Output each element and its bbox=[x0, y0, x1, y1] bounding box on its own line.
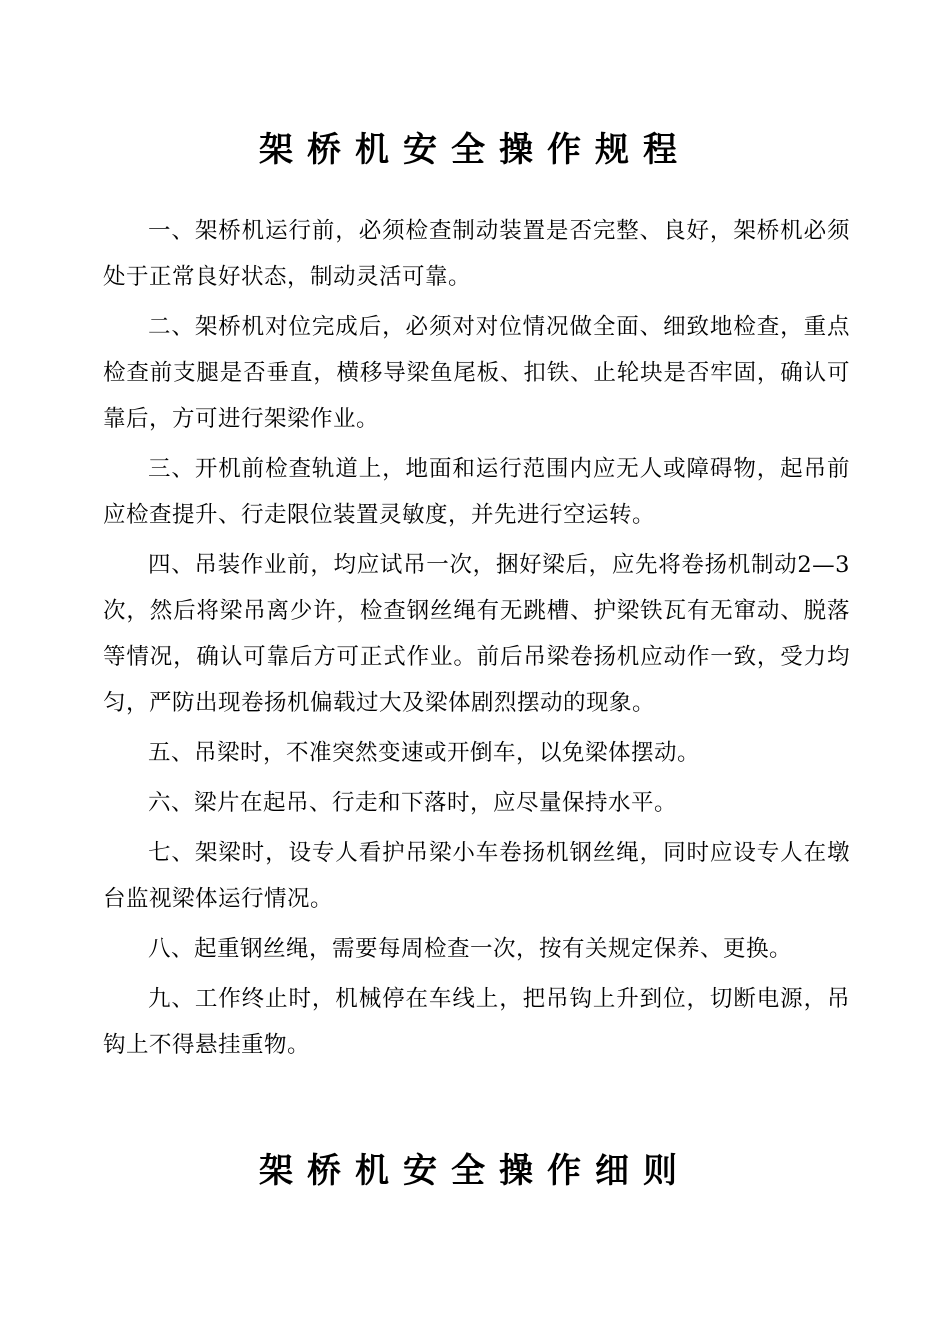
paragraph-9: 九、工作终止时，机械停在车线上，把吊钩上升到位，切断电源，吊钩上不得悬挂重物。 bbox=[103, 986, 850, 1058]
paragraph-4: 四、吊装作业前，均应试吊一次，捆好梁后，应先将卷扬机制动2—3次，然后将梁吊离少许，检查钢丝绳有无跳槽、护梁铁瓦有无窜动、脱落等情况，确认可靠后方可正式作业。前后吊梁卷扬机应动作一致，受力均匀，严防出现卷扬机偏载过大及梁体剧烈摆动的现象。 bbox=[103, 552, 850, 716]
paragraph-5: 五、吊梁时，不准突然变速或开倒车，以免梁体摆动。 bbox=[148, 740, 701, 766]
paragraph-8: 八、起重钢丝绳，需要每周检查一次，按有关规定保养、更换。 bbox=[148, 936, 793, 962]
paragraph-2: 二、架桥机对位完成后，必须对对位情况做全面、细致地检查，重点检查前支腿是否垂直，横移导梁鱼尾板、扣铁、止轮块是否牢固，确认可靠后，方可进行架梁作业。 bbox=[103, 314, 850, 432]
paragraph-6: 六、梁片在起吊、行走和下落时，应尽量保持水平。 bbox=[148, 790, 678, 816]
paragraph-3: 三、开机前检查轨道上，地面和运行范围内应无人或障碍物，起吊前应检查提升、行走限位装置灵敏度，并先进行空运转。 bbox=[103, 456, 850, 528]
document-body bbox=[103, 208, 850, 1072]
paragraph-1: 一、架桥机运行前，必须检查制动装置是否完整、良好，架桥机必须处于正常良好状态，制动灵活可靠。 bbox=[103, 218, 850, 290]
paragraph-7: 七、架梁时，设专人看护吊梁小车卷扬机钢丝绳，同时应设专人在墩台监视梁体运行情况。 bbox=[103, 840, 850, 912]
document-title: 架桥机安全操作规程 bbox=[259, 130, 691, 170]
second-document-title: 架桥机安全操作细则 bbox=[259, 1151, 691, 1191]
